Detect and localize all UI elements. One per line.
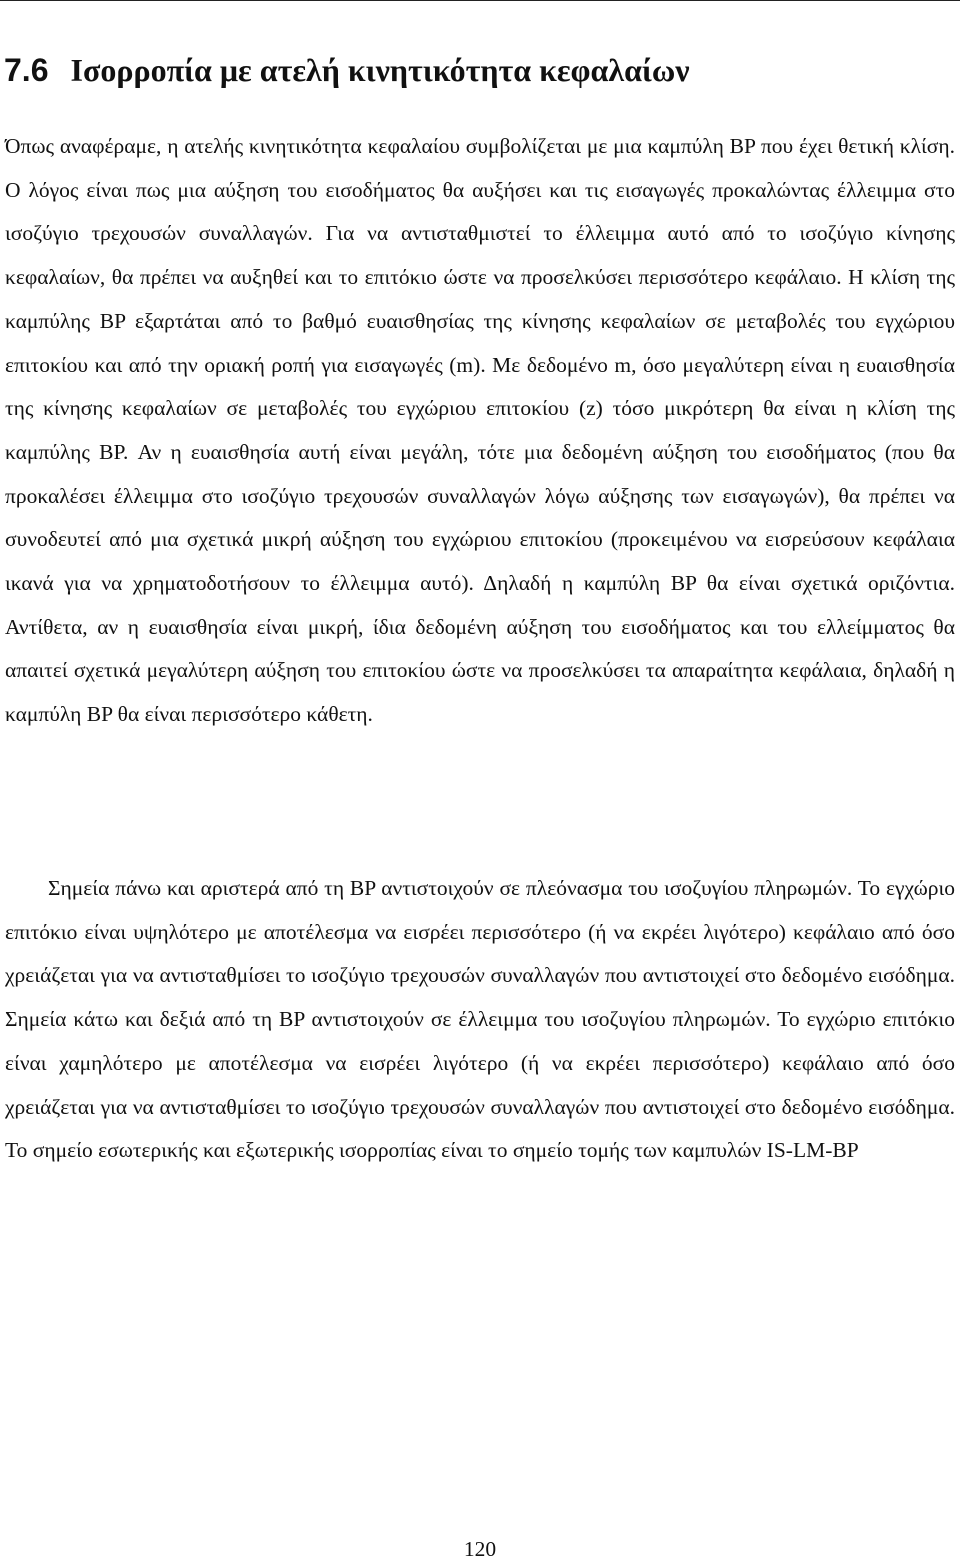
body-paragraph-2: Σημεία πάνω και αριστερά από τη BP αντιστοιχούν σε πλεόνασμα του ισοζυγίου πληρωμών. Το εγχώριο επιτόκιο είναι υψηλότερο με αποτέλεσμα να εισρέει περισσότερο (ή να εκρέει λιγότερο) κεφάλαιο από όσο χρειάζεται για να αντισταθμίσει το ισοζύγιο τρεχουσών συναλλαγών που αντιστοιχεί στο δεδομένο εισόδημα. Σημεία κάτω και δεξιά από τη BP αντιστοιχούν σε έλλειμμα του ισοζυγίου πληρωμών. Το εγχώριο επιτόκιο είναι χαμηλότερο με αποτέλεσμα να εισρέει λιγότερο (ή να εκρέει περισσότερο) κεφάλαιο από όσο χρειάζεται για να αντισταθμίσει το ισοζύγιο τρεχουσών συναλλαγών που αντιστοιχεί στο δεδομένο εισόδημα. Το σημείο εσωτερικής και εξωτερικής ισορροπίας είναι το σημείο τομής των καμπυλών IS-LM-BP [5,876,955,1163]
section-number: 7.6 [4,52,49,88]
page-number: 120 [463,1537,497,1561]
section-title: Ισορροπία με ατελή κινητικότητα κεφαλαίων [70,52,690,88]
top-rule [0,0,960,1]
section-heading [4,48,690,92]
body-paragraph-1: Όπως αναφέραμε, η ατελής κινητικότητα κεφαλαίου συμβολίζεται με μια καμπύλη BP που έχει θετική κλίση. Ο λόγος είναι πως μια αύξηση του εισοδήματος θα αυξήσει και τις εισαγωγές προκαλώντας έλλειμμα στο ισοζύγιο τρεχουσών συναλλαγών. Για να αντισταθμιστεί το έλλειμμα αυτό από το ισοζύγιο κίνησης κεφαλαίων, θα πρέπει να αυξηθεί και το επιτόκιο ώστε να προσελκύσει περισσότερο κεφάλαιο. Η κλίση της καμπύλης BP εξαρτάται από το βαθμό ευαισθησίας της κίνησης κεφαλαίων σε μεταβολές του εγχώριου επιτοκίου και από την οριακή ροπή για εισαγωγές (m). Με δεδομένο m, όσο μεγαλύτερη είναι η ευαισθησία της κίνησης κεφαλαίων σε μεταβολές του εγχώριου επιτοκίου (z) τόσο μικρότερη θα είναι η κλίση της καμπύλης BP. Αν η ευαισθησία αυτή είναι μεγάλη, τότε μια δεδομένη αύξηση του εισοδήματος (που θα προκαλέσει έλλειμμα στο ισοζύγιο τρεχουσών συναλλαγών λόγω αύξησης των εισαγωγών), θα πρέπει να συνοδευτεί από μια σχετικά μικρή αύξηση του εγχώριου επιτοκίου (προκειμένου να εισρεύσουν κεφάλαια ικανά για να χρηματοδοτήσουν το έλλειμμα αυτό). Δηλαδή η καμπύλη BP θα είναι σχετικά οριζόντια. Αντίθετα, αν η ευαισθησία είναι μικρή, ίδια δεδομένη αύξηση του εισοδήματος και του ελλείμματος θα απαιτεί σχετικά μεγαλύτερη αύξηση του επιτοκίου ώστε να προσελκύσει τα απαραίτητα κεφάλαια, δηλαδή η καμπύλη BP θα είναι περισσότερο κάθετη. [5,134,955,727]
